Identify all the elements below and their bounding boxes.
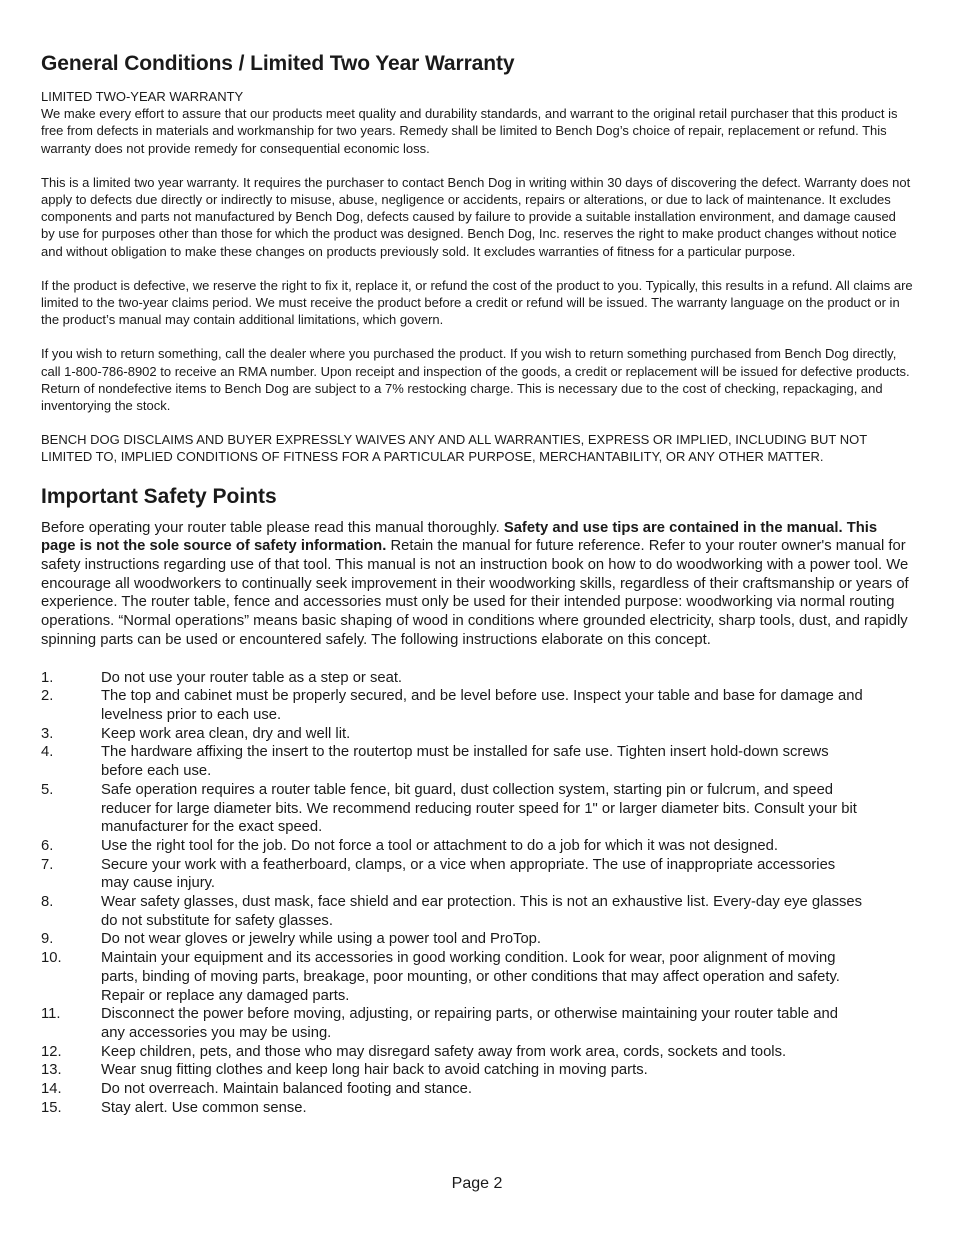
safety-rule-item [41, 837, 913, 856]
safety-rule-text: Keep work area clean, dry and well lit. [101, 725, 351, 742]
safety-rule-text: Do not use your router table as a step or seat. [101, 669, 403, 686]
safety-rule-item [41, 1005, 913, 1042]
safety-rule-item [41, 1099, 913, 1118]
safety-title: Important Safety Points [41, 484, 277, 508]
warranty-paragraph-4: If you wish to return something, call the dealer where you purchased the product. If you wish to return something purchased from Bench Dog directly, call 1-800-786-8902 to receive an RMA number. Upon receipt and inspection of the goods, a credit or replacement will be issued for defective products. Return of nondefective items to Bench Dog are subject to a 7% restocking charge. This is necessary due to the cost of checking, repackaging, and inventorying the stock. [41, 346, 910, 414]
safety-rule-text: Do not wear gloves or jewelry while using a power tool and ProTop. [101, 931, 542, 948]
safety-rules-list [41, 669, 913, 1118]
warranty-paragraph-2: This is a limited two year warranty. It requires the purchaser to contact Bench Dog in writing within 30 days of discovering the defect. Warranty does not apply to defects due directly or indirectly to misuse, abuse, negligence or accidents, repairs or alterations, or due to lack of maintenance. It excludes components and parts not manufactured by Bench Dog, defects caused by failure to provide a suitable installation environment, and damage caused by use for purposes other than those for which the product was designed. Bench Dog, Inc. reserves the right to make product changes without notice and without obligation to make these changes on products previously sold. It excludes warranties of fitness for a particular purpose. [41, 174, 911, 259]
safety-rule-number: 8. [41, 894, 54, 911]
safety-rule-number: 10. [41, 950, 62, 967]
safety-rule-number: 7. [41, 856, 54, 873]
safety-intro-bold: Safety and use tips are contained in the manual. This page is not the sole source of safety information. [41, 519, 878, 555]
safety-rule-item [41, 1061, 913, 1080]
safety-rule-text: Secure your work with a featherboard, clamps, or a vice when appropriate. The use of inappropriate accessories may cause injury. [101, 856, 836, 892]
safety-rule-text: Maintain your equipment and its accessories in good working condition. Look for wear, poor alignment of moving parts, binding of moving parts, breakage, poor mounting, or other conditions that may affect operation and safety. Repair or replace any damaged parts. [101, 950, 840, 1004]
safety-rule-text: The hardware affixing the insert to the routertop must be installed for safe use. Tighten insert hold-down screws before each use. [101, 744, 829, 780]
safety-rule-number: 13. [41, 1062, 62, 1079]
safety-rule-text: Wear safety glasses, dust mask, face shield and ear protection. This is not an exhaustive list. Every-day eye glasses do not substitute for safety glasses. [101, 894, 863, 929]
safety-rule-number: 14. [41, 1081, 62, 1098]
warranty-subheading: LIMITED TWO-YEAR WARRANTY [41, 89, 244, 104]
safety-rule-text: Wear snug fitting clothes and keep long hair back to avoid catching in moving parts. [101, 1062, 648, 1079]
warranty-disclaimer: BENCH DOG DISCLAIMS AND BUYER EXPRESSLY WAIVES ANY AND ALL WARRANTIES, EXPRESS OR IMPLIED, INCLUDING BUT NOT LIMITED TO, IMPLIED CONDITIONS OF FITNESS FOR A PARTICULAR PURPOSE, MERCHANTABILITY, OR ANY OTHER MATTER. [41, 432, 867, 465]
safety-rule-item [41, 669, 913, 688]
safety-rule-number: 11. [41, 1006, 61, 1023]
warranty-paragraph-3: If the product is defective, we reserve the right to fix it, replace it, or refund the cost of the product to you. Typically, this results in a refund. All claims are limited to the two-year claims period. We must receive the product before a credit or refund will be issued. The warranty language on the product or in the product’s manual may contain additional limitations, which govern. [41, 277, 913, 328]
safety-rule-number: 12. [41, 1043, 62, 1060]
safety-rule-text: Disconnect the power before moving, adjusting, or repairing parts, or otherwise maintaining your router table and any accessories you may be using. [101, 1006, 838, 1041]
safety-rule-text: The top and cabinet must be properly secured, and be level before use. Inspect your table and base for damage and levelness prior to each use. [101, 688, 863, 723]
safety-rule-text: Do not overreach. Maintain balanced footing and stance. [101, 1081, 472, 1098]
safety-rule-number: 5. [41, 781, 54, 798]
safety-rule-number: 2. [41, 688, 54, 705]
safety-rule-text: Stay alert. Use common sense. [101, 1099, 307, 1116]
safety-rule-item [41, 1043, 913, 1062]
warranty-paragraph-1-text: We make every effort to assure that our products meet quality and durability standards, and warrant to the original retail purchaser that this product is free from defects in materials and workmanship for two years. Remedy shall be limited to Bench Dog’s choice of repair, replacement or refund. This warranty does not provide remedy for consequential economic loss. [41, 106, 898, 156]
warranty-paragraph-1 [41, 88, 913, 157]
safety-intro-rest: Retain the manual for future reference. Refer to your router owner's manual for safety instructions regarding use of that tool. This manual is not an instruction book on how to do woodworking with a power tool. We encourage all woodworkers to continually seek improvement in their woodworking skills, regardless of their craftsmanship or years of experience. The router table, fence and accessories must only be used for their intended purpose: woodworking via normal routing operations. “Normal operations” means basic shaping of wood in conditions where grounded electricity, sharp tools, dust, and rapidly spinning parts can be used or encountered safely. The following instructions elaborate on this concept. [41, 538, 909, 648]
safety-rule-number: 15. [41, 1099, 62, 1116]
safety-rule-item [41, 949, 913, 1005]
document-page [41, 50, 913, 1117]
safety-rule-number: 6. [41, 837, 54, 854]
safety-rule-item [41, 687, 913, 724]
safety-rule-number: 4. [41, 744, 54, 761]
safety-rule-number: 9. [41, 931, 54, 948]
warranty-section [41, 88, 913, 466]
safety-rule-text: Safe operation requires a router table fence, bit guard, dust collection system, starting pin or fulcrum, and speed reducer for large diameter bits. We recommend reducing router speed for 1" or larger diameter bits. Consult your bit manufacturer for the exact speed. [101, 781, 857, 836]
warranty-title: General Conditions / Limited Two Year Warranty [41, 52, 515, 75]
safety-intro-start: Before operating your router table please read this manual thoroughly. [41, 519, 504, 536]
safety-rule-text: Keep children, pets, and those who may disregard safety away from work area, cords, sockets and tools. [101, 1043, 787, 1060]
safety-rule-item [41, 930, 913, 949]
safety-rule-item [41, 781, 913, 837]
safety-rule-item [41, 743, 913, 780]
page-number: Page 2 [451, 1175, 503, 1192]
safety-rule-item [41, 893, 913, 930]
safety-rule-number: 1. [41, 669, 54, 686]
safety-rule-item [41, 856, 913, 893]
safety-intro [41, 519, 913, 650]
safety-rule-item [41, 725, 913, 744]
safety-rule-text: Use the right tool for the job. Do not force a tool or attachment to do a job for which it was not designed. [101, 837, 778, 854]
safety-rule-number: 3. [41, 725, 54, 742]
safety-rule-item [41, 1080, 913, 1099]
